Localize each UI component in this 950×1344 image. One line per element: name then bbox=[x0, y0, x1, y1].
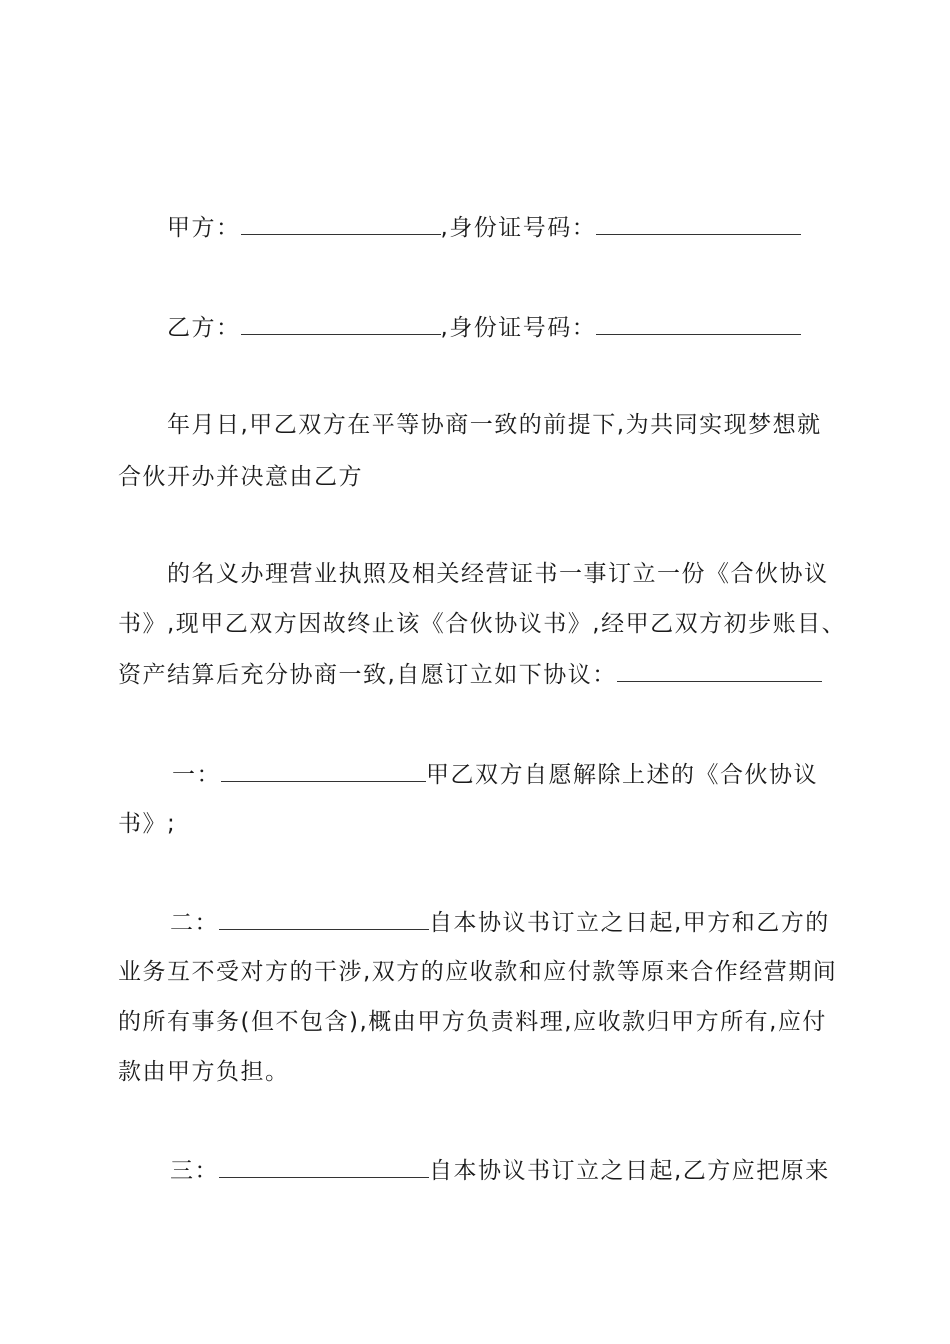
party-b-name-blank[interactable] bbox=[241, 312, 441, 335]
clause-2-line-2: 业务互不受对方的干涉,双方的应收款和应付款等原来合作经营期间 bbox=[118, 959, 838, 985]
clause-3-label: 三： bbox=[170, 1158, 219, 1184]
intro-line-2: 合伙开办并决意由乙方 bbox=[118, 464, 363, 490]
party-a-name-blank[interactable] bbox=[241, 212, 441, 235]
party-b-label: 乙方： bbox=[167, 315, 241, 341]
clause-1-line-2: 书》; bbox=[118, 811, 177, 837]
para2-line-2: 书》,现甲乙双方因故终止该《合伙协议书》,经甲乙双方初步账目、 bbox=[118, 611, 847, 637]
party-a-id-label: ,身份证号码： bbox=[440, 215, 597, 241]
intro-line-1: 年月日,甲乙双方在平等协商一致的前提下,为共同实现梦想就 bbox=[167, 412, 822, 438]
clause-2-line-1 bbox=[170, 907, 885, 938]
clause-2-blank[interactable] bbox=[219, 907, 429, 930]
clause-1-text: 甲乙双方自愿解除上述的《合伙协议 bbox=[426, 762, 818, 788]
party-b-id-label: ,身份证号码： bbox=[440, 315, 597, 341]
para2-line-1: 的名义办理营业执照及相关经营证书一事订立一份《合伙协议 bbox=[167, 561, 829, 587]
clause-1-line-1 bbox=[172, 759, 887, 790]
clause-2-line-3: 的所有事务(但不包含),概由甲方负责料理,应收款归甲方所有,应付 bbox=[118, 1009, 827, 1035]
clause-2-line-4: 款由甲方负担。 bbox=[118, 1059, 290, 1085]
para2-line-3 bbox=[118, 659, 833, 690]
party-b-line bbox=[167, 312, 882, 343]
clause-1-blank[interactable] bbox=[221, 759, 426, 782]
clause-1-label: 一： bbox=[172, 762, 221, 788]
agreement-blank[interactable] bbox=[617, 659, 822, 682]
clause-3-text: 自本协议书订立之日起,乙方应把原来 bbox=[429, 1158, 830, 1184]
party-a-id-blank[interactable] bbox=[596, 212, 801, 235]
party-b-id-blank[interactable] bbox=[596, 312, 801, 335]
party-a-label: 甲方： bbox=[167, 215, 241, 241]
clause-2-label: 二： bbox=[170, 910, 219, 936]
clause-3-line-1 bbox=[170, 1155, 885, 1186]
clause-2-text: 自本协议书订立之日起,甲方和乙方的 bbox=[429, 910, 830, 936]
para2-line-3-text: 资产结算后充分协商一致,自愿订立如下协议： bbox=[118, 662, 617, 688]
clause-3-blank[interactable] bbox=[219, 1155, 429, 1178]
party-a-line bbox=[167, 212, 882, 243]
